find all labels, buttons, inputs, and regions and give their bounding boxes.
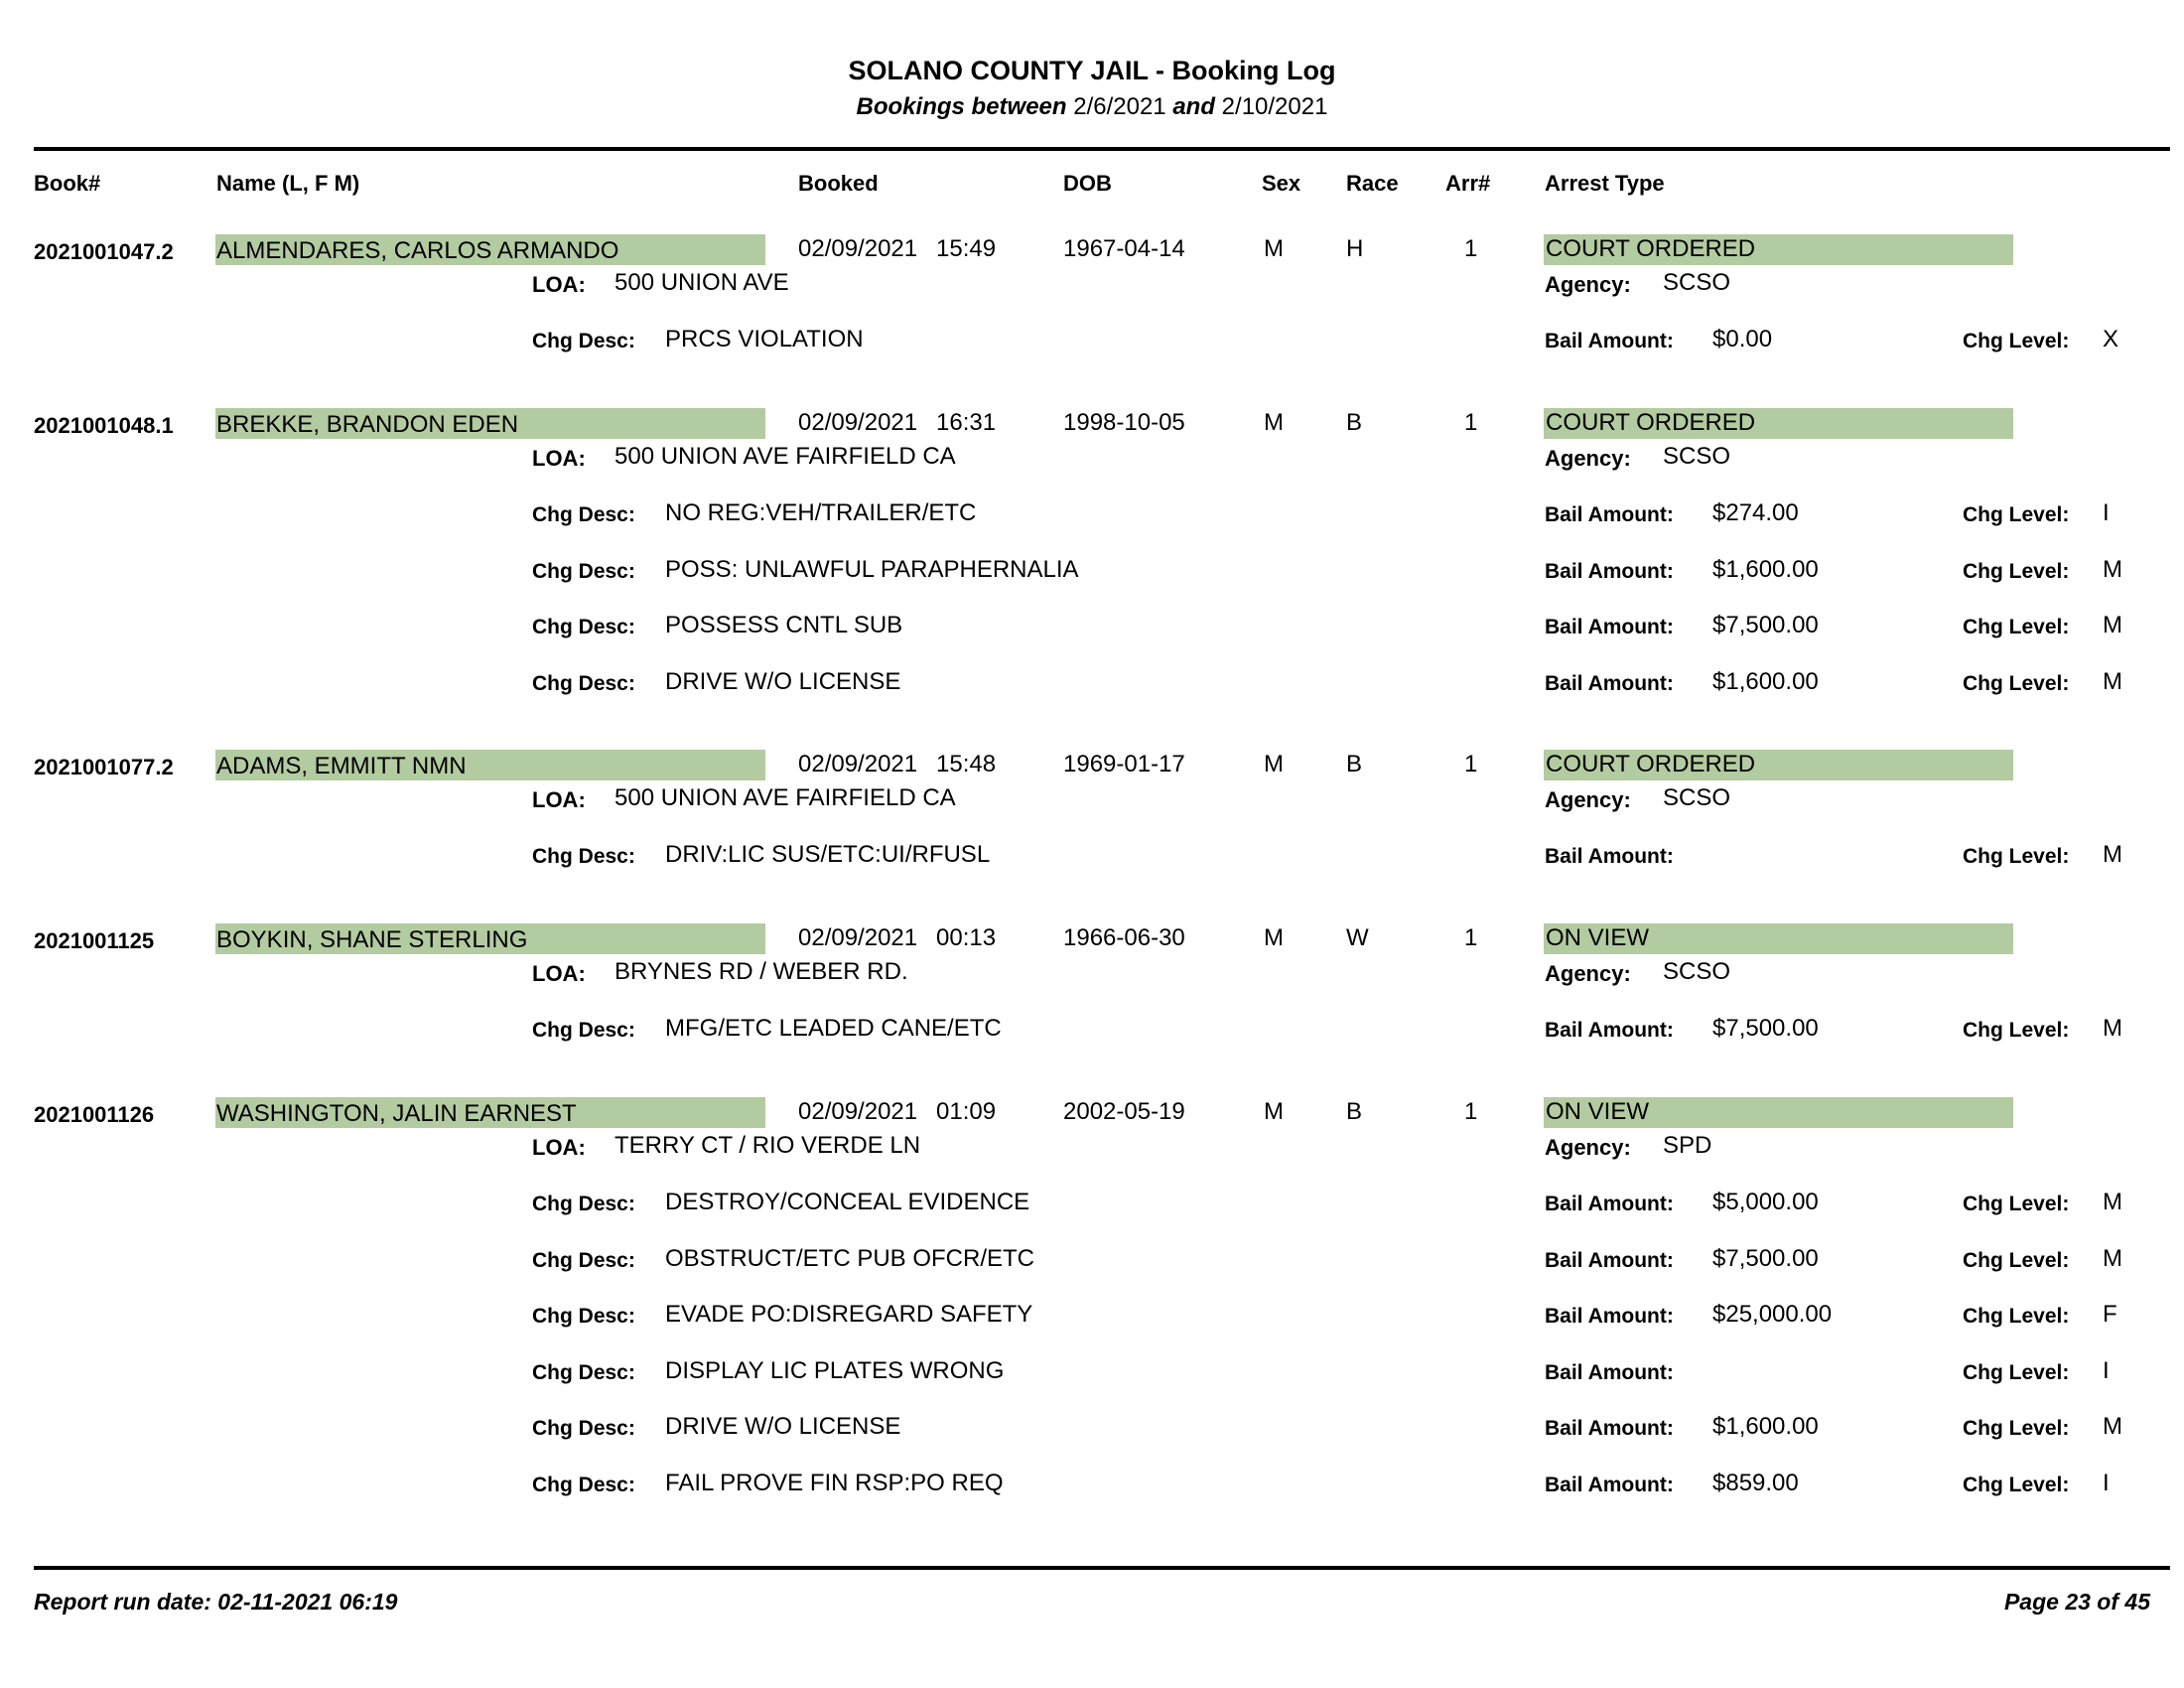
charge-description: MFG/ETC LEADED CANE/ETC xyxy=(665,1015,1002,1042)
agency-value: SCSO xyxy=(1663,443,1731,470)
bail-amount: $1,600.00 xyxy=(1712,555,1819,583)
charge-level-label: Chg Level: xyxy=(1963,616,2070,638)
charge-level: M xyxy=(2103,1189,2122,1215)
bail-amount-label: Bail Amount: xyxy=(1545,1193,1674,1215)
charge-level: M xyxy=(2103,1015,2122,1042)
booking-number: 2021001126 xyxy=(34,1102,155,1127)
booking-number: 2021001077.2 xyxy=(34,755,174,779)
charge-desc-label: Chg Desc: xyxy=(532,1473,635,1496)
bail-amount-label: Bail Amount: xyxy=(1545,1360,1674,1384)
bail-amount: $7,500.00 xyxy=(1712,612,1819,638)
booked-date: 02/09/2021 xyxy=(798,409,918,436)
charge-level-label: Chg Level: xyxy=(1963,1417,2070,1440)
booked-time: 16:31 xyxy=(936,409,997,436)
booking-number: 2021001125 xyxy=(34,928,155,953)
bail-amount: $859.00 xyxy=(1712,1469,1799,1496)
arrest-type: COURT ORDERED xyxy=(1546,235,1756,262)
arrest-count: 1 xyxy=(1464,924,1478,951)
bail-amount: $7,500.00 xyxy=(1712,1015,1819,1042)
column-header-sex: Sex xyxy=(1262,171,1301,196)
end-date: 2/10/2021 xyxy=(1221,93,1328,120)
charge-level: I xyxy=(2103,1469,2110,1496)
charge-description: OBSTRUCT/ETC PUB OFCR/ETC xyxy=(665,1244,1035,1272)
bail-amount: $0.00 xyxy=(1712,326,1773,352)
header-divider xyxy=(34,147,2170,151)
booked-date: 02/09/2021 xyxy=(798,924,918,951)
charge-desc-label: Chg Desc: xyxy=(532,1305,635,1328)
charge-desc-label: Chg Desc: xyxy=(532,616,635,638)
agency-value: SPD xyxy=(1663,1132,1712,1159)
date-of-birth: 1967-04-14 xyxy=(1063,235,1185,262)
charge-level-label: Chg Level: xyxy=(1963,1019,2070,1042)
charge-level: M xyxy=(2103,1244,2122,1272)
charge-description: POSSESS CNTL SUB xyxy=(665,612,903,638)
charge-level-label: Chg Level: xyxy=(1963,1193,2070,1215)
bail-amount: $1,600.00 xyxy=(1712,1413,1819,1440)
column-header-race: Race xyxy=(1346,171,1399,196)
page-number: Page 23 of 45 xyxy=(2003,1589,2150,1615)
charge-desc-label: Chg Desc: xyxy=(532,1019,635,1042)
charge-level: F xyxy=(2103,1301,2117,1328)
bail-amount: $25,000.00 xyxy=(1712,1301,1833,1328)
agency-value: SCSO xyxy=(1663,269,1731,296)
bail-amount: $274.00 xyxy=(1712,499,1799,526)
charge-level: M xyxy=(2103,667,2122,695)
loa-value: 500 UNION AVE FAIRFIELD CA xyxy=(614,443,956,470)
charge-level: M xyxy=(2103,1413,2122,1440)
sex-value: M xyxy=(1264,409,1284,436)
charge-level: X xyxy=(2103,326,2119,352)
charge-level-label: Chg Level: xyxy=(1963,845,2070,868)
charge-desc-label: Chg Desc: xyxy=(532,1360,635,1384)
charge-level-label: Chg Level: xyxy=(1963,1305,2070,1328)
arrest-type: ON VIEW xyxy=(1546,1098,1650,1125)
charge-description: DRIVE W/O LICENSE xyxy=(665,1413,901,1440)
column-header-arr: Arr# xyxy=(1445,171,1491,196)
arrest-count: 1 xyxy=(1464,409,1478,436)
sex-value: M xyxy=(1264,751,1284,777)
bail-amount: $7,500.00 xyxy=(1712,1244,1819,1272)
charge-level-label: Chg Level: xyxy=(1963,1473,2070,1496)
charge-description: NO REG:VEH/TRAILER/ETC xyxy=(665,499,977,526)
inmate-name: ALMENDARES, CARLOS ARMANDO xyxy=(216,237,619,264)
agency-label: Agency: xyxy=(1545,961,1631,986)
arrest-type: COURT ORDERED xyxy=(1546,409,1756,436)
booking-number: 2021001047.2 xyxy=(34,239,174,264)
footer-divider xyxy=(34,1566,2170,1570)
agency-label: Agency: xyxy=(1545,1135,1631,1160)
arrest-type: COURT ORDERED xyxy=(1546,751,1756,777)
date-of-birth: 1998-10-05 xyxy=(1063,409,1185,436)
date-of-birth: 2002-05-19 xyxy=(1063,1098,1185,1125)
charge-level-label: Chg Level: xyxy=(1963,559,2070,583)
bail-amount: $5,000.00 xyxy=(1712,1189,1819,1215)
bail-amount-label: Bail Amount: xyxy=(1545,1019,1674,1042)
booked-date: 02/09/2021 xyxy=(798,235,918,262)
charge-level: M xyxy=(2103,555,2122,583)
charge-level-label: Chg Level: xyxy=(1963,1360,2070,1384)
charge-level-label: Chg Level: xyxy=(1963,330,2070,352)
agency-label: Agency: xyxy=(1545,272,1631,297)
report-title: SOLANO COUNTY JAIL - Booking Log xyxy=(848,56,1336,85)
charge-desc-label: Chg Desc: xyxy=(532,1248,635,1272)
column-header-book: Book# xyxy=(34,171,101,196)
column-header-booked: Booked xyxy=(798,171,879,196)
bail-amount-label: Bail Amount: xyxy=(1545,1248,1674,1272)
date-of-birth: 1969-01-17 xyxy=(1063,751,1185,777)
arrest-count: 1 xyxy=(1464,235,1478,262)
charge-level: I xyxy=(2103,499,2110,526)
date-of-birth: 1966-06-30 xyxy=(1063,924,1185,951)
report-subtitle xyxy=(0,93,2184,121)
loa-value: BRYNES RD / WEBER RD. xyxy=(614,958,908,985)
booked-time: 01:09 xyxy=(936,1098,997,1125)
charge-description: FAIL PROVE FIN RSP:PO REQ xyxy=(665,1469,1004,1496)
column-header-arrest-type: Arrest Type xyxy=(1545,171,1665,196)
charge-level: M xyxy=(2103,612,2122,638)
charge-desc-label: Chg Desc: xyxy=(532,559,635,583)
agency-label: Agency: xyxy=(1545,446,1631,471)
column-header-name: Name (L, F M) xyxy=(216,171,360,196)
charge-description: DRIV:LIC SUS/ETC:UI/RFUSL xyxy=(665,841,991,868)
race-value: B xyxy=(1346,409,1363,436)
inmate-name: WASHINGTON, JALIN EARNEST xyxy=(216,1100,577,1127)
sex-value: M xyxy=(1264,235,1284,262)
bail-amount-label: Bail Amount: xyxy=(1545,1305,1674,1328)
charge-desc-label: Chg Desc: xyxy=(532,671,635,695)
bail-amount-label: Bail Amount: xyxy=(1545,1417,1674,1440)
start-date: 2/6/2021 xyxy=(1073,93,1166,120)
loa-label: LOA: xyxy=(532,787,586,812)
charge-level: M xyxy=(2103,841,2122,868)
loa-label: LOA: xyxy=(532,961,586,986)
charge-desc-label: Chg Desc: xyxy=(532,1417,635,1440)
charge-desc-label: Chg Desc: xyxy=(532,1193,635,1215)
booked-time: 15:48 xyxy=(936,751,997,777)
charge-level-label: Chg Level: xyxy=(1963,671,2070,695)
bail-amount-label: Bail Amount: xyxy=(1545,1473,1674,1496)
agency-value: SCSO xyxy=(1663,958,1731,985)
loa-value: 500 UNION AVE xyxy=(614,269,789,296)
charge-desc-label: Chg Desc: xyxy=(532,845,635,868)
loa-label: LOA: xyxy=(532,1135,586,1160)
charge-description: POSS: UNLAWFUL PARAPHERNALIA xyxy=(665,555,1079,583)
subtitle-and: and xyxy=(1172,93,1215,120)
charge-description: EVADE PO:DISREGARD SAFETY xyxy=(665,1301,1033,1328)
subtitle-prefix: Bookings between xyxy=(856,93,1067,120)
booked-time: 15:49 xyxy=(936,235,997,262)
charge-desc-label: Chg Desc: xyxy=(532,330,635,352)
bail-amount-label: Bail Amount: xyxy=(1545,559,1674,583)
bail-amount-label: Bail Amount: xyxy=(1545,845,1674,868)
booking-number: 2021001048.1 xyxy=(34,413,174,438)
race-value: B xyxy=(1346,751,1363,777)
inmate-name: BOYKIN, SHANE STERLING xyxy=(216,926,528,953)
agency-value: SCSO xyxy=(1663,784,1731,811)
bail-amount-label: Bail Amount: xyxy=(1545,330,1674,352)
loa-label: LOA: xyxy=(532,272,586,297)
column-header-dob: DOB xyxy=(1063,171,1112,196)
arrest-count: 1 xyxy=(1464,751,1478,777)
charge-description: DESTROY/CONCEAL EVIDENCE xyxy=(665,1189,1030,1215)
sex-value: M xyxy=(1264,924,1284,951)
bail-amount-label: Bail Amount: xyxy=(1545,616,1674,638)
inmate-name: ADAMS, EMMITT NMN xyxy=(216,753,467,779)
charge-description: DRIVE W/O LICENSE xyxy=(665,667,901,695)
bail-amount: $1,600.00 xyxy=(1712,667,1819,695)
agency-label: Agency: xyxy=(1545,787,1631,812)
inmate-name: BREKKE, BRANDON EDEN xyxy=(216,411,519,438)
booked-date: 02/09/2021 xyxy=(798,1098,918,1125)
sex-value: M xyxy=(1264,1098,1284,1125)
race-value: H xyxy=(1346,235,1364,262)
bail-amount-label: Bail Amount: xyxy=(1545,503,1674,526)
race-value: W xyxy=(1346,924,1369,951)
booked-date: 02/09/2021 xyxy=(798,751,918,777)
loa-label: LOA: xyxy=(532,446,586,471)
arrest-count: 1 xyxy=(1464,1098,1478,1125)
charge-description: DISPLAY LIC PLATES WRONG xyxy=(665,1356,1005,1384)
charge-level-label: Chg Level: xyxy=(1963,1248,2070,1272)
arrest-type: ON VIEW xyxy=(1546,924,1650,951)
race-value: B xyxy=(1346,1098,1363,1125)
loa-value: TERRY CT / RIO VERDE LN xyxy=(614,1132,921,1159)
charge-level-label: Chg Level: xyxy=(1963,503,2070,526)
charge-desc-label: Chg Desc: xyxy=(532,503,635,526)
loa-value: 500 UNION AVE FAIRFIELD CA xyxy=(614,784,956,811)
charge-level: I xyxy=(2103,1356,2110,1384)
charge-description: PRCS VIOLATION xyxy=(665,326,864,352)
report-run-date: Report run date: 02-11-2021 06:19 xyxy=(34,1589,398,1615)
bail-amount-label: Bail Amount: xyxy=(1545,671,1674,695)
booked-time: 00:13 xyxy=(936,924,997,951)
